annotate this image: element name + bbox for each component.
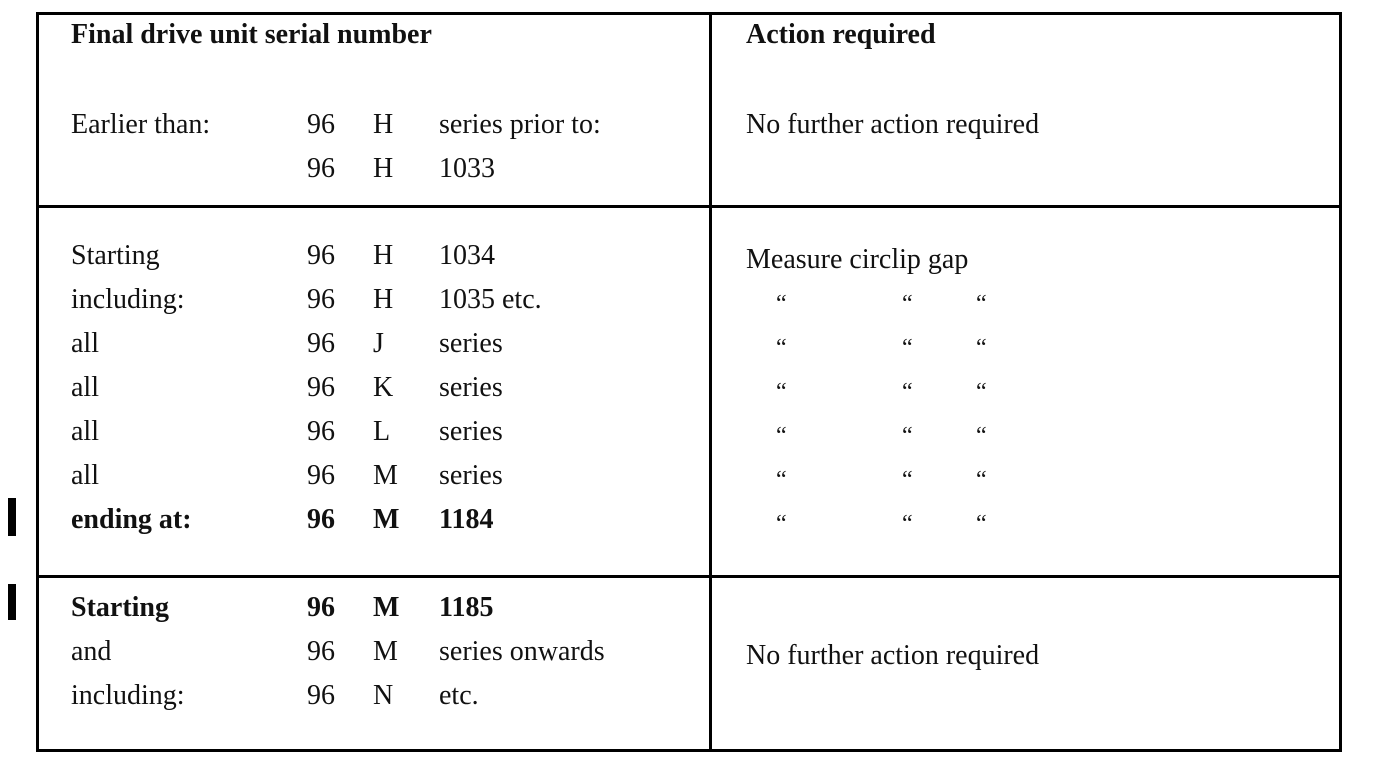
ditto-row xyxy=(776,458,1016,502)
row-year: 96 xyxy=(307,460,335,491)
row-year: 96 xyxy=(307,680,335,711)
action-column xyxy=(712,578,1339,752)
table-row xyxy=(71,366,709,410)
table-row xyxy=(71,322,709,366)
row-desc: series xyxy=(439,328,503,359)
row-letter: N xyxy=(373,680,394,711)
row-letter: K xyxy=(373,372,394,403)
row-desc: series xyxy=(439,416,503,447)
ditto-mark: “ xyxy=(902,423,913,449)
row-year: 96 xyxy=(307,416,335,447)
ditto-row xyxy=(776,326,1016,370)
table-section-later xyxy=(39,575,1339,752)
ditto-mark: “ xyxy=(902,335,913,361)
ditto-mark: “ xyxy=(976,423,987,449)
table-section-measure xyxy=(39,205,1339,575)
ditto-mark: “ xyxy=(976,291,987,317)
ditto-mark: “ xyxy=(776,291,787,317)
row-label: all xyxy=(71,372,99,403)
ditto-mark: “ xyxy=(776,423,787,449)
row-desc: series xyxy=(439,460,503,491)
serial-action-table xyxy=(36,12,1342,752)
ditto-row xyxy=(776,370,1016,414)
row-year: 96 xyxy=(307,592,335,623)
serial-rows xyxy=(71,586,709,718)
table-row xyxy=(71,630,709,674)
table-row xyxy=(71,454,709,498)
row-letter: H xyxy=(373,109,394,140)
ditto-mark: “ xyxy=(902,291,913,317)
row-letter: M xyxy=(373,460,398,491)
ditto-mark: “ xyxy=(976,335,987,361)
row-label xyxy=(71,147,307,191)
table-row xyxy=(71,674,709,718)
action-text: Measure circlip gap xyxy=(746,244,969,275)
action-header: Action required xyxy=(746,19,936,50)
row-letter: M xyxy=(373,504,400,535)
ditto-marks xyxy=(776,282,1016,546)
row-desc: etc. xyxy=(439,680,479,711)
table-row xyxy=(71,234,709,278)
row-label: all xyxy=(71,328,99,359)
row-label: and xyxy=(71,636,112,667)
table-row xyxy=(71,586,709,630)
serial-rows xyxy=(71,234,709,542)
ditto-row xyxy=(776,502,1016,546)
row-label: all xyxy=(71,416,99,447)
serial-column xyxy=(39,15,709,205)
row-desc: 1035 etc. xyxy=(439,284,542,315)
row-year: 96 xyxy=(307,284,335,315)
change-bar xyxy=(8,584,16,620)
action-column xyxy=(712,15,1339,205)
row-label: including: xyxy=(71,680,185,711)
row-desc: 1185 xyxy=(439,592,494,623)
row-year: 96 xyxy=(307,240,335,271)
ditto-mark: “ xyxy=(776,335,787,361)
ditto-mark: “ xyxy=(776,467,787,493)
table-row xyxy=(71,498,709,542)
row-letter: M xyxy=(373,636,398,667)
serial-header: Final drive unit serial number xyxy=(71,19,432,50)
row-label: all xyxy=(71,460,99,491)
ditto-mark: “ xyxy=(976,511,987,537)
table-section-earlier xyxy=(39,15,1339,205)
ditto-mark: “ xyxy=(902,467,913,493)
row-desc: series prior to: xyxy=(439,109,601,140)
row-year: 96 xyxy=(307,372,335,403)
table-row xyxy=(71,410,709,454)
row-letter: H xyxy=(373,240,394,271)
row-desc: 1034 xyxy=(439,240,495,271)
row-desc: 1033 xyxy=(439,153,495,184)
row-desc: series onwards xyxy=(439,636,605,667)
serial-column xyxy=(39,578,709,752)
ditto-mark: “ xyxy=(776,379,787,405)
row-year: 96 xyxy=(307,153,335,184)
row-letter: M xyxy=(373,592,400,623)
row-label: Starting xyxy=(71,592,169,623)
row-label: Earlier than: xyxy=(71,109,211,140)
serial-column xyxy=(39,208,709,575)
action-column xyxy=(712,208,1339,575)
table-row xyxy=(71,278,709,322)
row-letter: L xyxy=(373,416,391,447)
table-row xyxy=(71,147,709,191)
ditto-mark: “ xyxy=(902,379,913,405)
ditto-mark: “ xyxy=(976,379,987,405)
row-label: Starting xyxy=(71,240,160,271)
ditto-mark: “ xyxy=(976,467,987,493)
row-letter: H xyxy=(373,284,394,315)
row-desc: 1184 xyxy=(439,504,494,535)
serial-rows xyxy=(71,103,709,191)
action-text: No further action required xyxy=(746,640,1040,671)
row-year: 96 xyxy=(307,636,335,667)
action-text: No further action required xyxy=(746,109,1040,140)
ditto-row xyxy=(776,414,1016,458)
row-desc: series xyxy=(439,372,503,403)
ditto-row xyxy=(776,282,1016,326)
row-letter: J xyxy=(373,328,384,359)
ditto-mark: “ xyxy=(776,511,787,537)
row-label: ending at: xyxy=(71,504,192,535)
row-label: including: xyxy=(71,284,185,315)
row-letter: H xyxy=(373,153,394,184)
row-year: 96 xyxy=(307,109,335,140)
change-bar xyxy=(8,498,16,536)
row-year: 96 xyxy=(307,504,335,535)
table-row xyxy=(71,103,709,147)
row-year: 96 xyxy=(307,328,335,359)
ditto-mark: “ xyxy=(902,511,913,537)
